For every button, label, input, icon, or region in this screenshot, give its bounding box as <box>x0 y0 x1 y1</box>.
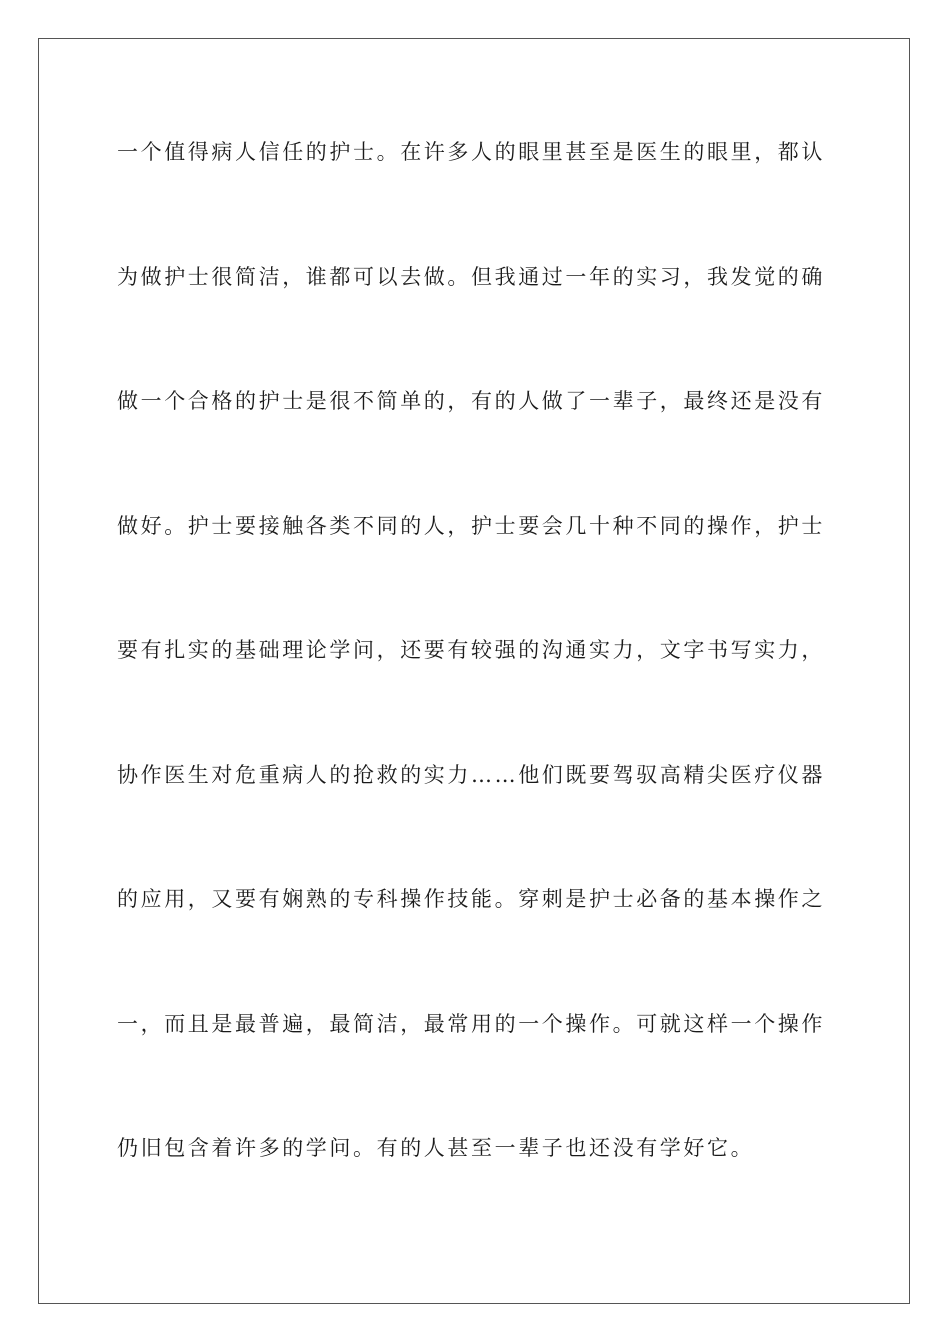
text-line: 为做护士很简洁，谁都可以去做。但我通过一年的实习，我发觉的确 <box>117 264 825 289</box>
document-body <box>117 128 833 1249</box>
text-line: 做一个合格的护士是很不简单的，有的人做了一辈子，最终还是没有 <box>117 389 825 413</box>
text-line: 仍旧包含着许多的学问。有的人甚至一辈子也还没有学好它。 <box>117 1136 755 1160</box>
text-line: 协作医生对危重病人的抢救的实力……他们既要驾驭高精尖医疗仪器 <box>117 762 825 787</box>
text-line: 一，而且是最普遍，最简洁，最常用的一个操作。可就这样一个操作 <box>117 1011 825 1036</box>
text-line: 一个值得病人信任的护士。在许多人的眼里甚至是医生的眼里，都认 <box>117 140 825 164</box>
text-line: 要有扎实的基础理论学问，还要有较强的沟通实力，文字书写实力， <box>117 638 825 662</box>
text-line: 做好。护士要接触各类不同的人，护士要会几十种不同的操作，护士 <box>117 513 825 538</box>
text-line: 的应用，又要有娴熟的专科操作技能。穿刺是护士必备的基本操作之 <box>117 887 825 911</box>
